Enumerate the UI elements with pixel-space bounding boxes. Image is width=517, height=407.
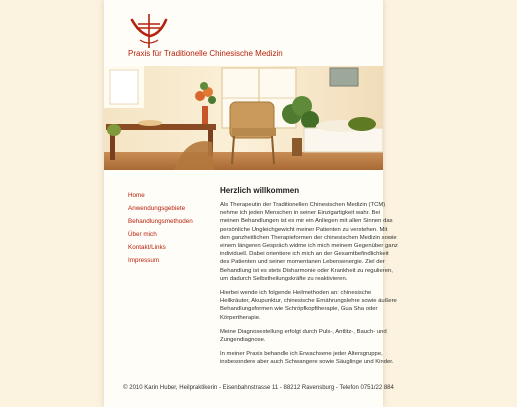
diagnosis-paragraph: Meine Diagnosestellung erfolgt durch Puls-, Antlitz-, Bauch- und Zungendiagnose. (220, 328, 387, 344)
nav-item-ueber-mich[interactable]: Über mich (128, 231, 157, 238)
main-content (220, 186, 398, 373)
nav-item-kontakt-links[interactable]: Kontakt/Links (128, 244, 166, 251)
nav-item-behandlungsmethoden[interactable]: Behandlungsmethoden (128, 218, 193, 225)
hero-photo (104, 66, 383, 170)
nav-item-home[interactable]: Home (128, 192, 145, 199)
cross-wave-logo-icon[interactable] (130, 14, 168, 48)
footer-text: © 2010 Karin Huber, Heilpraktikerin - Eisenbahnstrasse 11 - 88212 Ravensburg - Telefon 0751/22 884 (123, 385, 394, 391)
nav-item-anwendungsgebiete[interactable]: Anwendungsgebiete (128, 205, 186, 212)
patients-paragraph: In meiner Praxis behandle ich Erwachsene jeder Altersgruppe, insbesondere aber auch Schwangere sowie Säuglinge und Kinder. (220, 351, 394, 366)
nav-item-impressum[interactable]: Impressum (128, 257, 160, 264)
treatment-room-photo-icon (104, 66, 383, 170)
main-nav (128, 189, 193, 267)
intro-paragraph: Als Therapeutin der Traditionellen Chinesischen Medizin (TCM) nehme ich jeden Menschen in seiner Einzigartigkeit wahr. Bei meinen Behandlungen ist es mir ein Anliegen mit allen Sinnen das persönliche Ungleichgewicht meiner Patienten zu verstehen. Mit den ganzheitlichen Therapieformen der chinesischen Medizin sowie einem längeren Gespräch widme ich mich meinem Gegenüber ganz individuell. Dabei orientiere ich mich an der Gesamtbefindlichkeit des Patienten und seiner momentanen Lebensenergie. Ziel der Behandlung ist es stets Disharmonie oder Krankheit zu regulieren, um dadurch Selbstheilungskräfte zu reaktivieren. (220, 202, 398, 282)
site-title: Praxis für Traditionelle Chinesische Medizin (128, 49, 283, 58)
page-heading: Herzlich willkommen (220, 186, 300, 195)
methods-paragraph: Hierbei wende ich folgende Heilmethoden an: chinesische Heilkräuter, Akupunktur, chinesische Ernährungslehre sowie äußere Behandlungsformen wie Schröpfkopftherapie, Gua Sha oder Körpertherapie. (220, 290, 397, 321)
